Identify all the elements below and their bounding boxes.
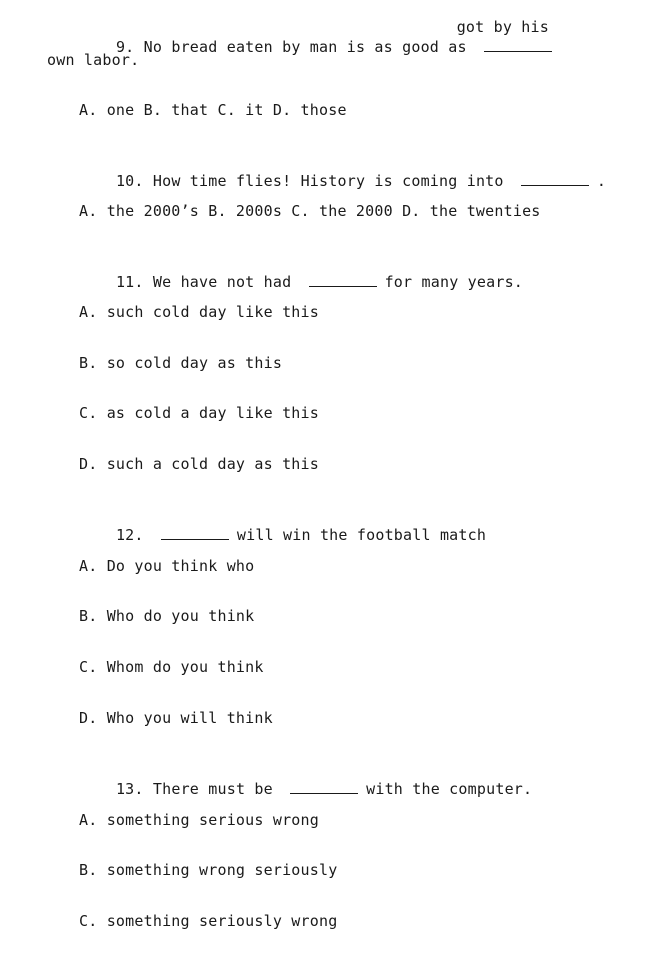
- question-text-after: .: [596, 172, 607, 190]
- question-9-stem: [79, 17, 549, 77]
- question-text: How time flies! History is coming into: [152, 172, 504, 190]
- question-9-options: A. one B. that C. it D. those: [79, 101, 347, 119]
- question-text-after: will win the football match: [236, 526, 487, 544]
- answer-blank: [521, 171, 589, 186]
- question-number: 10.: [115, 172, 144, 190]
- question-text: There must be: [152, 780, 273, 798]
- question-number: 9.: [115, 38, 135, 56]
- answer-blank: [309, 272, 377, 287]
- answer-blank: [161, 525, 229, 540]
- question-number: 12.: [115, 526, 144, 544]
- question-10-options: A. the 2000’s B. 2000s C. the 2000 D. the twenties: [79, 202, 541, 220]
- question-12-option-a: A. Do you think who: [79, 557, 255, 575]
- question-text: We have not had: [152, 273, 292, 291]
- question-13-option-c: C. something seriously wrong: [79, 912, 338, 930]
- question-11-option-c: C. as cold a day like this: [79, 404, 319, 422]
- question-11-option-a: A. such cold day like this: [79, 303, 319, 321]
- question-11-option-b: B. so cold day as this: [79, 354, 283, 372]
- answer-blank: [290, 779, 358, 794]
- question-12-option-b: B. Who do you think: [79, 607, 255, 625]
- question-text: No bread eaten by man is as good as: [143, 38, 467, 56]
- question-12-option-c: C. Whom do you think: [79, 658, 264, 676]
- answer-blank: [484, 37, 552, 52]
- question-text-after: for many years.: [384, 273, 524, 291]
- question-text-after: with the computer.: [366, 780, 533, 798]
- question-13-option-b: B. something wrong seriously: [79, 861, 338, 879]
- question-13-option-a: A. something serious wrong: [79, 811, 319, 829]
- question-11-option-d: D. such a cold day as this: [79, 455, 319, 473]
- question-12-option-d: D. Who you will think: [79, 709, 273, 727]
- question-number: 13.: [115, 780, 144, 798]
- question-text-after: got by his: [456, 18, 549, 36]
- question-number: 11.: [115, 273, 144, 291]
- question-9-stem-continued: own labor.: [47, 51, 140, 69]
